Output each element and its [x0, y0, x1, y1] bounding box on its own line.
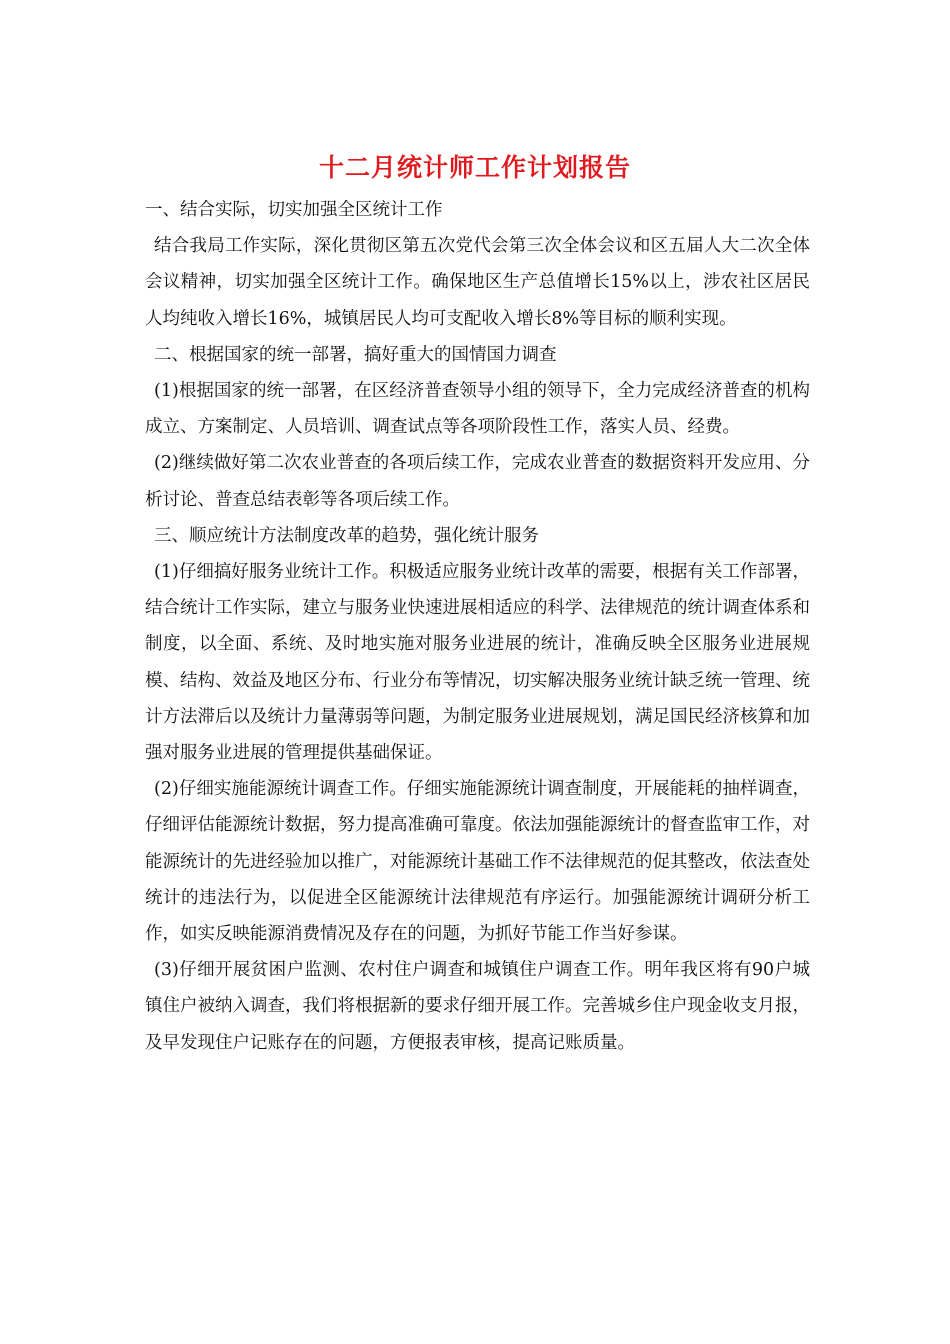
paragraph-6: (3)仔细开展贫困户监测、农村住户调查和城镇住户调查工作。明年我区将有90户城镇住户被纳入调查，我们将根据新的要求仔细开展工作。完善城乡住户现金收支月报，及早发现住户记账存在的问题，方便报表审核，提高记账质量。 — [145, 960, 810, 1053]
section-heading-1: 一、结合实际，切实加强全区统计工作 — [145, 200, 443, 220]
paragraph-3: (2)继续做好第二次农业普查的各项后续工作，完成农业普查的数据资料开发应用、分析讨论、普查总结表彰等各项后续工作。 — [145, 453, 810, 510]
document-title: 十二月统计师工作计划报告 — [318, 153, 631, 182]
section-heading-2: 二、根据国家的统一部署，搞好重大的国情国力调查 — [154, 344, 557, 365]
section-heading-3: 三、顺应统计方法制度改革的趋势，强化统计服务 — [154, 525, 539, 546]
paragraph-1: 结合我局工作实际，深化贯彻区第五次党代会第三次全体会议和区五届人大二次全体会议精神，切实加强全区统计工作。确保地区生产总值增长15%以上，涉农社区居民人均纯收入增长16%，城镇居民人均可支配收入增长8%等目标的顺利实现。 — [145, 236, 810, 329]
paragraph-2: (1)根据国家的统一部署，在区经济普查领导小组的领导下，全力完成经济普查的机构成立、方案制定、人员培训、调查试点等各项阶段性工作，落实人员、经费。 — [145, 381, 810, 438]
document-body — [145, 192, 810, 1061]
paragraph-5: (2)仔细实施能源统计调查工作。仔细实施能源统计调查制度，开展能耗的抽样调查，仔细评估能源统计数据，努力提高准确可靠度。依法加强能源统计的督查监审工作，对能源统计的先进经验加以推广，对能源统计基础工作不法律规范的促其整改，依法查处统计的违法行为，以促进全区能源统计法律规范有序运行。加强能源统计调研分析工作，如实反映能源消费情况及存在的问题，为抓好节能工作当好参谋。 — [145, 779, 810, 945]
paragraph-4: (1)仔细搞好服务业统计工作。积极适应服务业统计改革的需要，根据有关工作部署，结合统计工作实际，建立与服务业快速进展相适应的科学、法律规范的统计调查体系和制度，以全面、系统、及时地实施对服务业进展的统计，准确反映全区服务业进展规模、结构、效益及地区分布、行业分布等情况，切实解决服务业统计缺乏统一管理、统计方法滞后以及统计力量薄弱等问题，为制定服务业进展规划，满足国民经济核算和加强对服务业进展的管理提供基础保证。 — [145, 562, 810, 764]
